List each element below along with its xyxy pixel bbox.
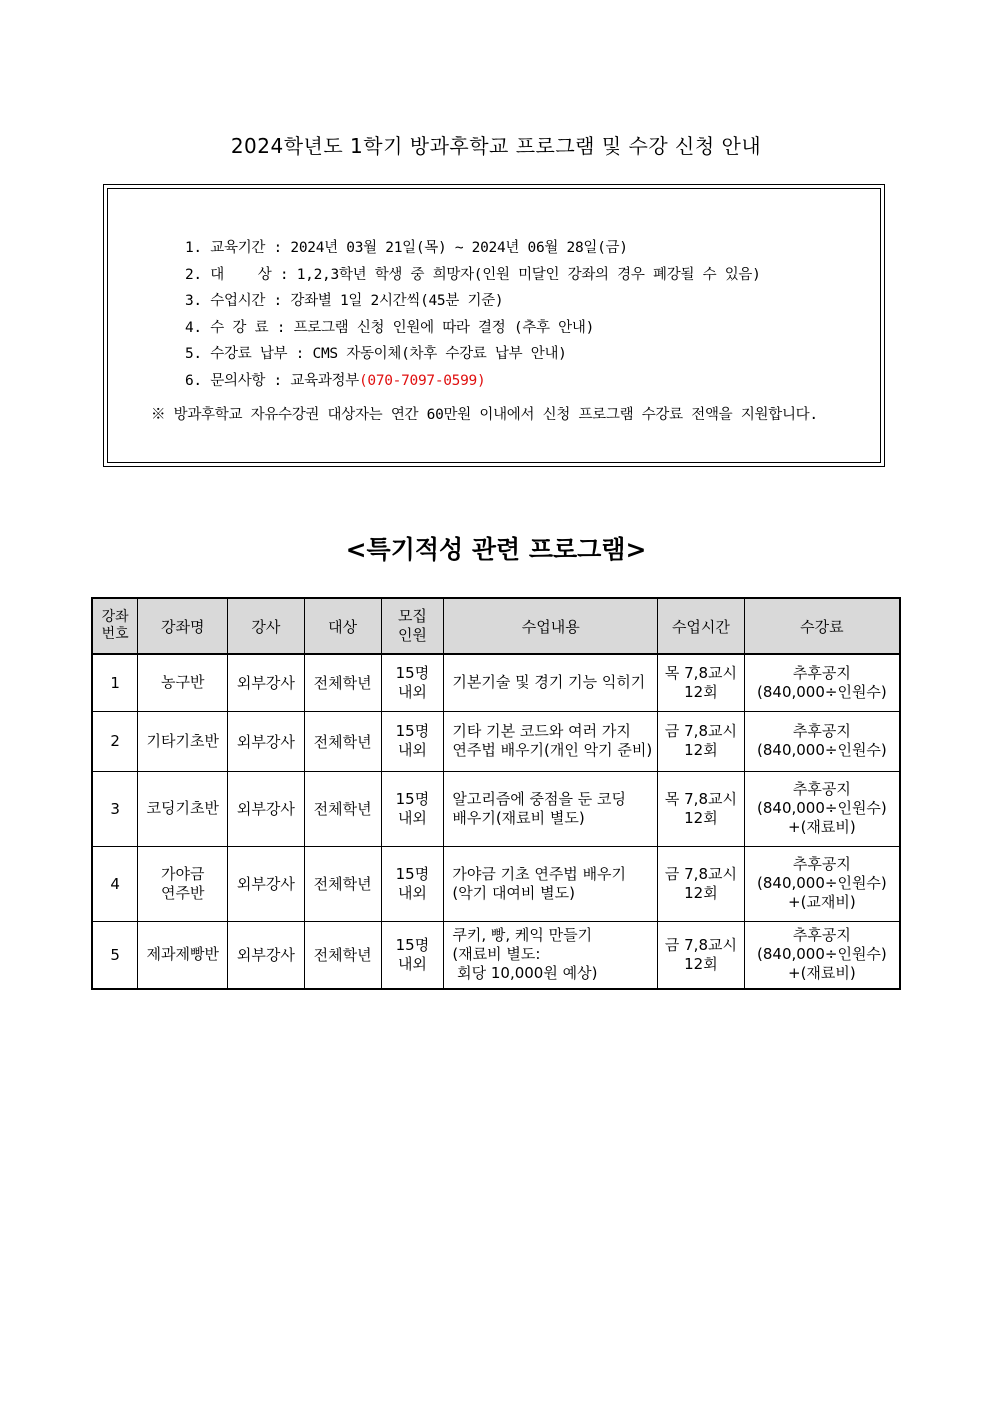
- info-item-payment: [185, 341, 761, 368]
- header-target: 대상: [304, 598, 381, 654]
- contact-department: 교육과정부: [290, 372, 359, 389]
- cell-capacity: 15명 내외: [381, 846, 444, 921]
- table-row: [92, 846, 900, 921]
- info-item-period: [185, 235, 761, 262]
- cell-fee: 추후공지 (840,000÷인원수) +(교재비): [744, 846, 900, 921]
- cell-course-no: 2: [92, 711, 138, 771]
- contact-phone: (070-7097-0599): [358, 372, 486, 389]
- cell-content: 기본기술 및 경기 기능 익히기: [444, 654, 658, 711]
- header-schedule: 수업시간: [658, 598, 745, 654]
- cell-schedule: 금 7,8교시 12회: [658, 846, 745, 921]
- cell-target: 전체학년: [304, 921, 381, 989]
- cell-capacity: 15명 내외: [381, 654, 444, 711]
- info-value: 2024년 03월 21일(목) ~ 2024년 06월 28일(금): [290, 240, 628, 256]
- support-note: ※ 방과후학교 자유수강권 대상자는 연간 60만원 이내에서 신청 프로그램 수강료 전액을 지원합니다.: [151, 407, 818, 423]
- header-course-name: 강좌명: [138, 598, 228, 654]
- cell-fee: 추후공지 (840,000÷인원수): [744, 654, 900, 711]
- info-value: 강좌별 1일 2시간씩(45분 기준): [290, 293, 504, 310]
- table-row: [92, 654, 900, 711]
- table-row: [92, 771, 900, 846]
- info-label: 2. 대 상 :: [185, 266, 297, 283]
- cell-instructor: 외부강사: [228, 921, 305, 989]
- cell-schedule: 금 7,8교시 12회: [658, 921, 745, 989]
- header-instructor: 강사: [228, 598, 305, 654]
- cell-course-name: 기타기초반: [138, 711, 228, 771]
- cell-target: 전체학년: [304, 771, 381, 846]
- cell-schedule: 목 7,8교시 12회: [658, 771, 745, 846]
- info-label: 1. 교육기간 :: [185, 240, 291, 256]
- cell-instructor: 외부강사: [228, 771, 305, 846]
- table-row: [92, 921, 900, 989]
- info-item-target: [185, 262, 761, 289]
- info-list: [185, 235, 761, 395]
- cell-course-name: 가야금 연주반: [138, 846, 228, 921]
- cell-course-name: 제과제빵반: [138, 921, 228, 989]
- cell-schedule: 금 7,8교시 12회: [658, 711, 745, 771]
- info-value: 1,2,3학년 학생 중 희망자(인원 미달인 강좌의 경우 폐강될 수 있음): [296, 266, 761, 283]
- cell-fee: 추후공지 (840,000÷인원수): [744, 711, 900, 771]
- cell-content: 알고리즘에 중점을 둔 코딩 배우기(재료비 별도): [444, 771, 658, 846]
- info-value: 프로그램 신청 인원에 따라 결정 (추후 안내): [293, 319, 595, 336]
- info-value: CMS 자동이체(차후 수강료 납부 안내): [312, 346, 567, 363]
- cell-fee: 추후공지 (840,000÷인원수) +(재료비): [744, 921, 900, 989]
- info-item-contact: [185, 368, 761, 395]
- cell-course-no: 5: [92, 921, 138, 989]
- info-box: [103, 184, 885, 467]
- cell-course-name: 코딩기초반: [138, 771, 228, 846]
- header-fee: 수강료: [744, 598, 900, 654]
- cell-fee: 추후공지 (840,000÷인원수) +(재료비): [744, 771, 900, 846]
- header-content: 수업내용: [444, 598, 658, 654]
- cell-course-no: 1: [92, 654, 138, 711]
- info-label: 5. 수강료 납부 :: [185, 346, 313, 363]
- info-item-fee: [185, 315, 761, 342]
- table-header-row: [92, 598, 900, 654]
- info-box-inner-border: [107, 188, 881, 463]
- section-title: <특기적성 관련 프로그램>: [345, 535, 647, 564]
- info-item-class-time: [185, 288, 761, 315]
- cell-target: 전체학년: [304, 846, 381, 921]
- cell-content: 기타 기본 코드와 여러 가지 연주법 배우기(개인 악기 준비): [444, 711, 658, 771]
- cell-target: 전체학년: [304, 711, 381, 771]
- document-title: 2024학년도 1학기 방과후학교 프로그램 및 수강 신청 안내: [230, 134, 762, 158]
- cell-target: 전체학년: [304, 654, 381, 711]
- cell-instructor: 외부강사: [228, 846, 305, 921]
- cell-content: 가야금 기초 연주법 배우기 (악기 대여비 별도): [444, 846, 658, 921]
- header-capacity: 모집 인원: [381, 598, 444, 654]
- cell-course-name: 농구반: [138, 654, 228, 711]
- info-label: 3. 수업시간 :: [185, 293, 291, 310]
- cell-capacity: 15명 내외: [381, 711, 444, 771]
- info-label: 4. 수 강 료 :: [185, 319, 294, 336]
- cell-schedule: 목 7,8교시 12회: [658, 654, 745, 711]
- cell-instructor: 외부강사: [228, 654, 305, 711]
- program-table: [91, 597, 901, 990]
- cell-instructor: 외부강사: [228, 711, 305, 771]
- header-course-no: 강좌 번호: [92, 598, 138, 654]
- cell-content: 쿠키, 빵, 케익 만들기 (재료비 별도: 회당 10,000원 예상): [444, 921, 658, 989]
- table-row: [92, 711, 900, 771]
- cell-course-no: 3: [92, 771, 138, 846]
- cell-capacity: 15명 내외: [381, 921, 444, 989]
- cell-capacity: 15명 내외: [381, 771, 444, 846]
- info-label: 6. 문의사항 :: [185, 372, 291, 389]
- cell-course-no: 4: [92, 846, 138, 921]
